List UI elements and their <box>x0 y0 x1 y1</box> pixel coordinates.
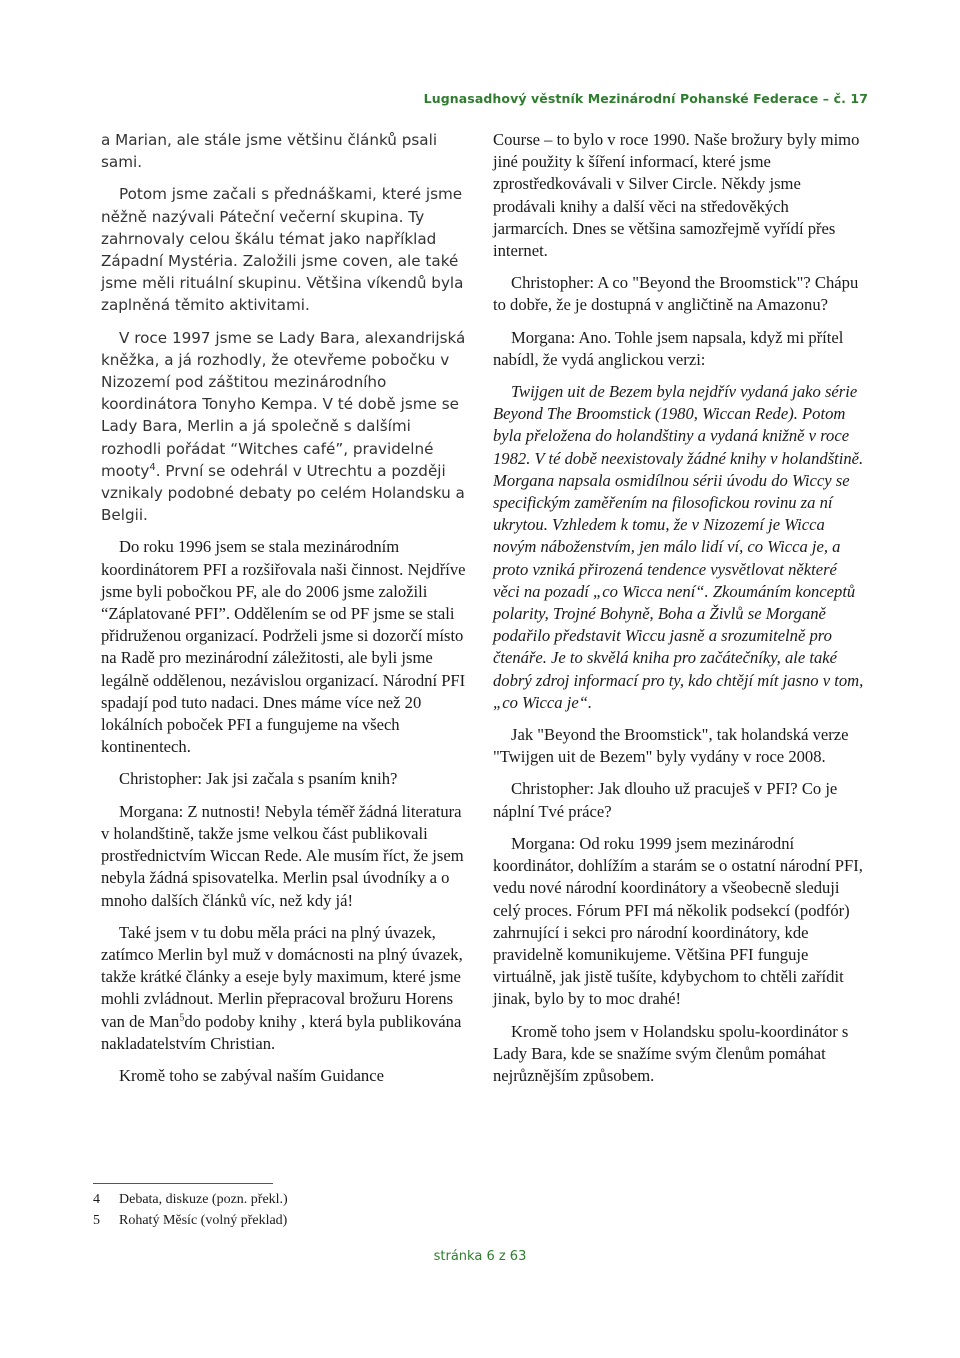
paragraph-2: Potom jsme začali s přednáškami, které jsme něžně nazývali Páteční večerní skupina. Ty zahrnovaly celou škálu témat jako například Západní Mystéria. Založili jsme coven, ale také jsme měli rituální skupinu. Většina víkendů byla zaplněná těmito aktivitami. <box>101 185 464 315</box>
footnotes <box>93 1189 288 1231</box>
newsletter-header: Lugnasadhový věstník Mezinárodní Pohanské Federace – č. 17 <box>423 91 868 106</box>
question-1 <box>101 768 467 790</box>
answer-3 <box>493 833 865 1011</box>
question-1-text: : Jak jsi začala s psaním knih? <box>197 769 398 789</box>
answer-1-text: : Z nutnosti! Nebyla téměř žádná literatura v holandštině, takže jsme velkou část publikovali prostřednictvím Wiccan Rede. Ale musím říct, že jsem nebyla žádná spisovatelka. Merlin psal úvodníky a o mnoho dalších článků víc, než kdy já! <box>101 801 464 910</box>
footnote-text: Debata, diskuze (pozn. překl.) <box>119 1192 288 1207</box>
question-3 <box>493 778 865 822</box>
footnote-divider <box>93 1183 273 1184</box>
speaker-christopher: Christopher <box>119 769 198 789</box>
paragraph-3-text-a: V roce 1997 jsme se Lady Bara, alexandrijská kněžka, a já rozhodly, že otevřeme pobočku v Nizozemí pod záštitou mezinárodního koordinátora Tonyho Kempa. V té době jsme se Lady Bara, Merlin a já společně s dalšími rozhodli pořádat “Witches café”, pravidelné mooty <box>101 328 466 480</box>
book-blurb-quote: Twijgen uit de Bezem byla nejdřív vydaná jako série Beyond The Broomstick (1980, Wiccan Rede). Potom byla přeložena do holandštiny a vydaná knižně v roce 1982. V té době neexistovaly žádné knihy v holandštině. Morgana napsala osmidílnou sérii úvodu do Wiccy se specifickým zaměřením na filosofickou rovinu za ní ukrytou. Vzhledem k tomu, že v Nizozemí je Wicca novým náboženstvím, jen málo lidí ví, co Wicca je, a proto vzniká přirozená tendence vysvětlovat některé věci na pozadí „co Wicca není“. Zkoumáním konceptů polarity, Trojné Bohyně, Boha a Živlů se Morganě podařilo představit Wiccu jasně a srozumitelně pro čtenáře. Je to skvělá kniha pro začátečníky, ale také dobrý zdroj informací pro ty, kdo chtějí mít jasno v tom, „co Wicca je“. <box>493 382 864 712</box>
paragraph-4: Do roku 1996 jsem se stala mezinárodním koordinátorem PFI a rozšiřovala naši činnost. Nejdříve jsme byli pobočkou PF, ale do 2006 jsme založili “Záplatované PFI”. Oddělením se od PF jsme se stali přidruženou organizací. Podrželi jsme si dozorčí místo na Radě pro mezinárodní záležitosti, ale byli jsme legálně oddělenou, nezávislou organizací. Národní PFI spadají pod tuto nadaci. Dnes máme více než 20 lokálních poboček PFI a fungujeme na všech kontinentech. <box>101 537 466 757</box>
answer-3-text: : Od roku 1999 jsem mezinárodní koordinátor, dohlížím a starám se o ostatní národní PFI, vedu nové národní koordinátory a všeobecně sleduji celý proces. Fórum PFI má několik podsekcí (podfór) zahrnující i sekci pro národní koordinátory, kde pravidelně komunikujeme. Většina PFI funguje virtuálně, jak jistě tušíte, kdybychom to chtěli zařídit jinak, bylo by to moc drahé! <box>493 833 863 1009</box>
answer-2 <box>493 327 865 371</box>
paragraph-8: Kromě toho se zabýval naším Guidance <box>119 1065 384 1085</box>
paragraph-r4: Jak "Beyond the Broomstick", tak holandská verze "Twijgen uit de Bezem" byly vydány v roce 2008. <box>493 725 849 767</box>
speaker-christopher: Christopher <box>511 273 590 293</box>
speaker-christopher: Christopher <box>511 779 590 799</box>
answer-1 <box>101 801 467 912</box>
question-2 <box>493 272 865 316</box>
left-column <box>101 129 467 1097</box>
paragraph-7 <box>101 922 467 1055</box>
paragraph-3-text-b: . První se odehrál v Utrechtu a později vznikaly podobné debaty po celém Holandsku a Belgii. <box>101 461 465 525</box>
speaker-morgana: Morgana <box>511 327 571 347</box>
paragraph-r1: Course – to bylo v roce 1990. Naše brožury byly mimo jiné použity k šíření informací, které jsme zprostředkovávali v Silver Circle. Někdy jsme prodávali knihy a další věci na středověkých jarmarcích. Dnes se většina samozřejmě vyřídí přes internet. <box>493 130 860 261</box>
footnote-ref-5[interactable]: 5 <box>179 1011 185 1023</box>
footnote-4 <box>93 1189 288 1210</box>
page-number: stránka 6 z 63 <box>433 1249 527 1264</box>
paragraph-r7: Kromě toho jsem v Holandsku spolu-koordinátor s Lady Bara, kde se snažíme svým členům pomáhat nejrůznějším způsobem. <box>493 1021 849 1085</box>
question-3-text: : Jak dlouho už pracuješ v PFI? Co je náplní Tvé práce? <box>493 779 838 821</box>
footnote-number: 5 <box>93 1213 100 1228</box>
paragraph-7-text-b: do podoby knihy , která byla publikována nakladatelstvím Christian. <box>101 1011 462 1053</box>
footnote-ref-4[interactable]: 4 <box>149 461 156 473</box>
paragraph-3 <box>101 327 467 527</box>
speaker-morgana: Morgana <box>119 801 179 821</box>
right-column <box>493 129 865 1097</box>
footnote-text: Rohatý Měsíc (volný překlad) <box>119 1213 288 1228</box>
paragraph-1: a Marian, ale stále jsme většinu článků psali sami. <box>101 131 438 172</box>
paragraph-7-text-a: Také jsem v tu dobu měla práci na plný úvazek, zatímco Merlin byl muž v domácnosti na plný úvazek, takže krátké články a eseje byly maximum, které jsme mohli zvládnout. Merlin přepracoval brožuru Horens van de Man <box>101 922 463 1031</box>
question-2-text: : A co "Beyond the Broomstick"? Chápu to dobře, že je dostupná v angličtině na Amazonu? <box>493 273 859 315</box>
answer-2-text: : Ano. Tohle jsem napsala, když mi přítel nabídl, že vydá anglickou verzi: <box>493 327 844 369</box>
speaker-morgana: Morgana <box>511 833 571 853</box>
footnote-number: 4 <box>93 1192 100 1207</box>
footnote-5 <box>93 1210 288 1231</box>
